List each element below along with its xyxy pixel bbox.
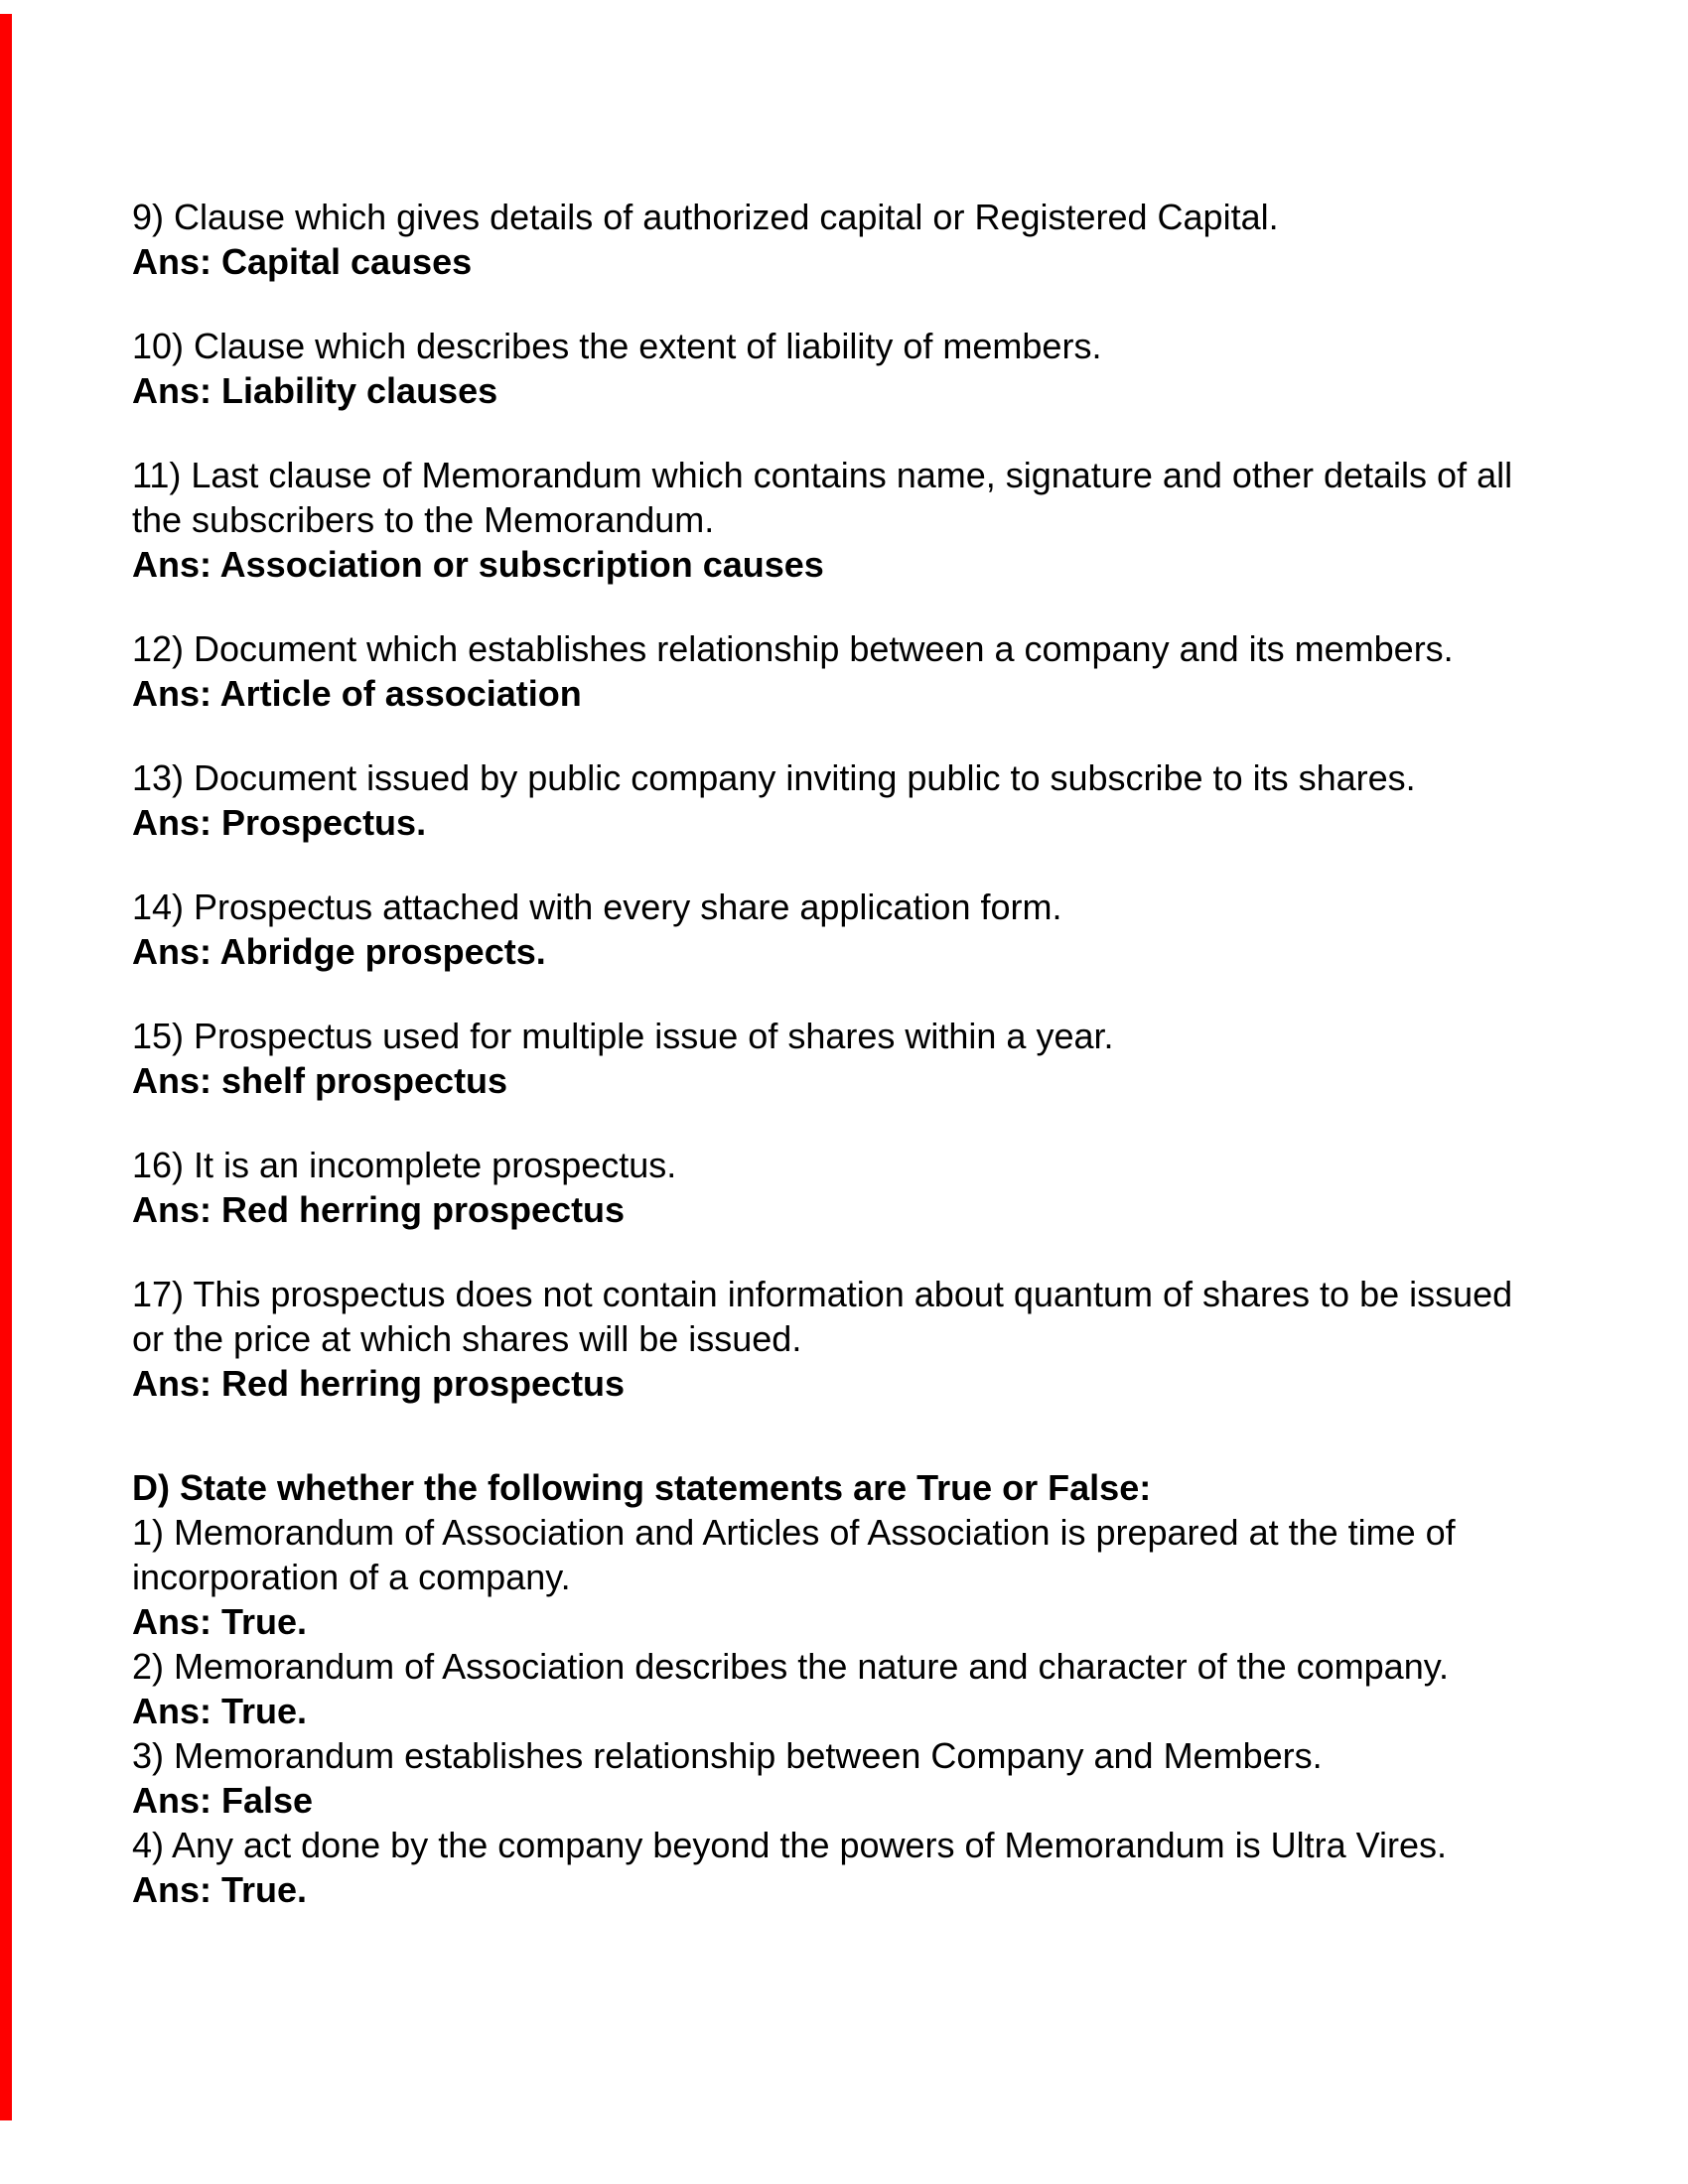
- question-text: 12) Document which establishes relationship between a company and its members.: [132, 628, 1454, 669]
- statement-text: 1) Memorandum of Association and Articles of Association is prepared at the time of incorporation of a company.: [132, 1512, 1456, 1597]
- qa-item: [132, 195, 1534, 284]
- question-text: 16) It is an incomplete prospectus.: [132, 1145, 677, 1185]
- statement-text: 4) Any act done by the company beyond the powers of Memorandum is Ultra Vires.: [132, 1825, 1448, 1865]
- fill-in-answers-section: [132, 195, 1534, 1406]
- answer-text: Ans: shelf prospectus: [132, 1060, 508, 1101]
- qa-item: [132, 453, 1534, 587]
- qa-item: [132, 885, 1534, 974]
- document-content: [132, 195, 1534, 1912]
- tf-item: [132, 1510, 1534, 1644]
- answer-text: Ans: True.: [132, 1869, 308, 1910]
- statement-text: 3) Memorandum establishes relationship between Company and Members.: [132, 1735, 1323, 1776]
- qa-item: [132, 324, 1534, 413]
- question-text: 14) Prospectus attached with every share application form.: [132, 887, 1062, 927]
- tf-item: [132, 1644, 1534, 1733]
- qa-item: [132, 626, 1534, 716]
- answer-text: Ans: Red herring prospectus: [132, 1189, 626, 1230]
- answer-text: Ans: Association or subscription causes: [132, 544, 824, 585]
- qa-item: [132, 755, 1534, 845]
- tf-item: [132, 1823, 1534, 1912]
- tf-item: [132, 1733, 1534, 1823]
- question-text: 11) Last clause of Memorandum which contains name, signature and other details of all the subscribers to the Memorandum.: [132, 455, 1513, 540]
- answer-text: Ans: Abridge prospects.: [132, 931, 546, 972]
- answer-text: Ans: False: [132, 1780, 314, 1821]
- answer-text: Ans: True.: [132, 1691, 308, 1731]
- qa-item: [132, 1143, 1534, 1232]
- statement-text: 2) Memorandum of Association describes the nature and character of the company.: [132, 1646, 1450, 1687]
- section-heading: D) State whether the following statements are True or False:: [132, 1467, 1152, 1508]
- question-text: 17) This prospectus does not contain information about quantum of shares to be issued or the price at which shares will be issued.: [132, 1274, 1513, 1359]
- qa-item: [132, 1014, 1534, 1103]
- question-text: 9) Clause which gives details of authorized capital or Registered Capital.: [132, 197, 1279, 237]
- answer-text: Ans: Red herring prospectus: [132, 1363, 626, 1404]
- answer-text: Ans: Liability clauses: [132, 370, 498, 411]
- qa-item: [132, 1272, 1534, 1406]
- question-text: 13) Document issued by public company inviting public to subscribe to its shares.: [132, 757, 1416, 798]
- answer-text: Ans: Capital causes: [132, 241, 473, 282]
- question-text: 15) Prospectus used for multiple issue of shares within a year.: [132, 1016, 1114, 1056]
- question-text: 10) Clause which describes the extent of liability of members.: [132, 326, 1102, 366]
- answer-text: Ans: Article of association: [132, 673, 582, 714]
- answer-text: Ans: Prospectus.: [132, 802, 427, 843]
- left-edge-red-bar: [0, 14, 12, 2120]
- true-false-section: [132, 1465, 1534, 1912]
- answer-text: Ans: True.: [132, 1601, 308, 1642]
